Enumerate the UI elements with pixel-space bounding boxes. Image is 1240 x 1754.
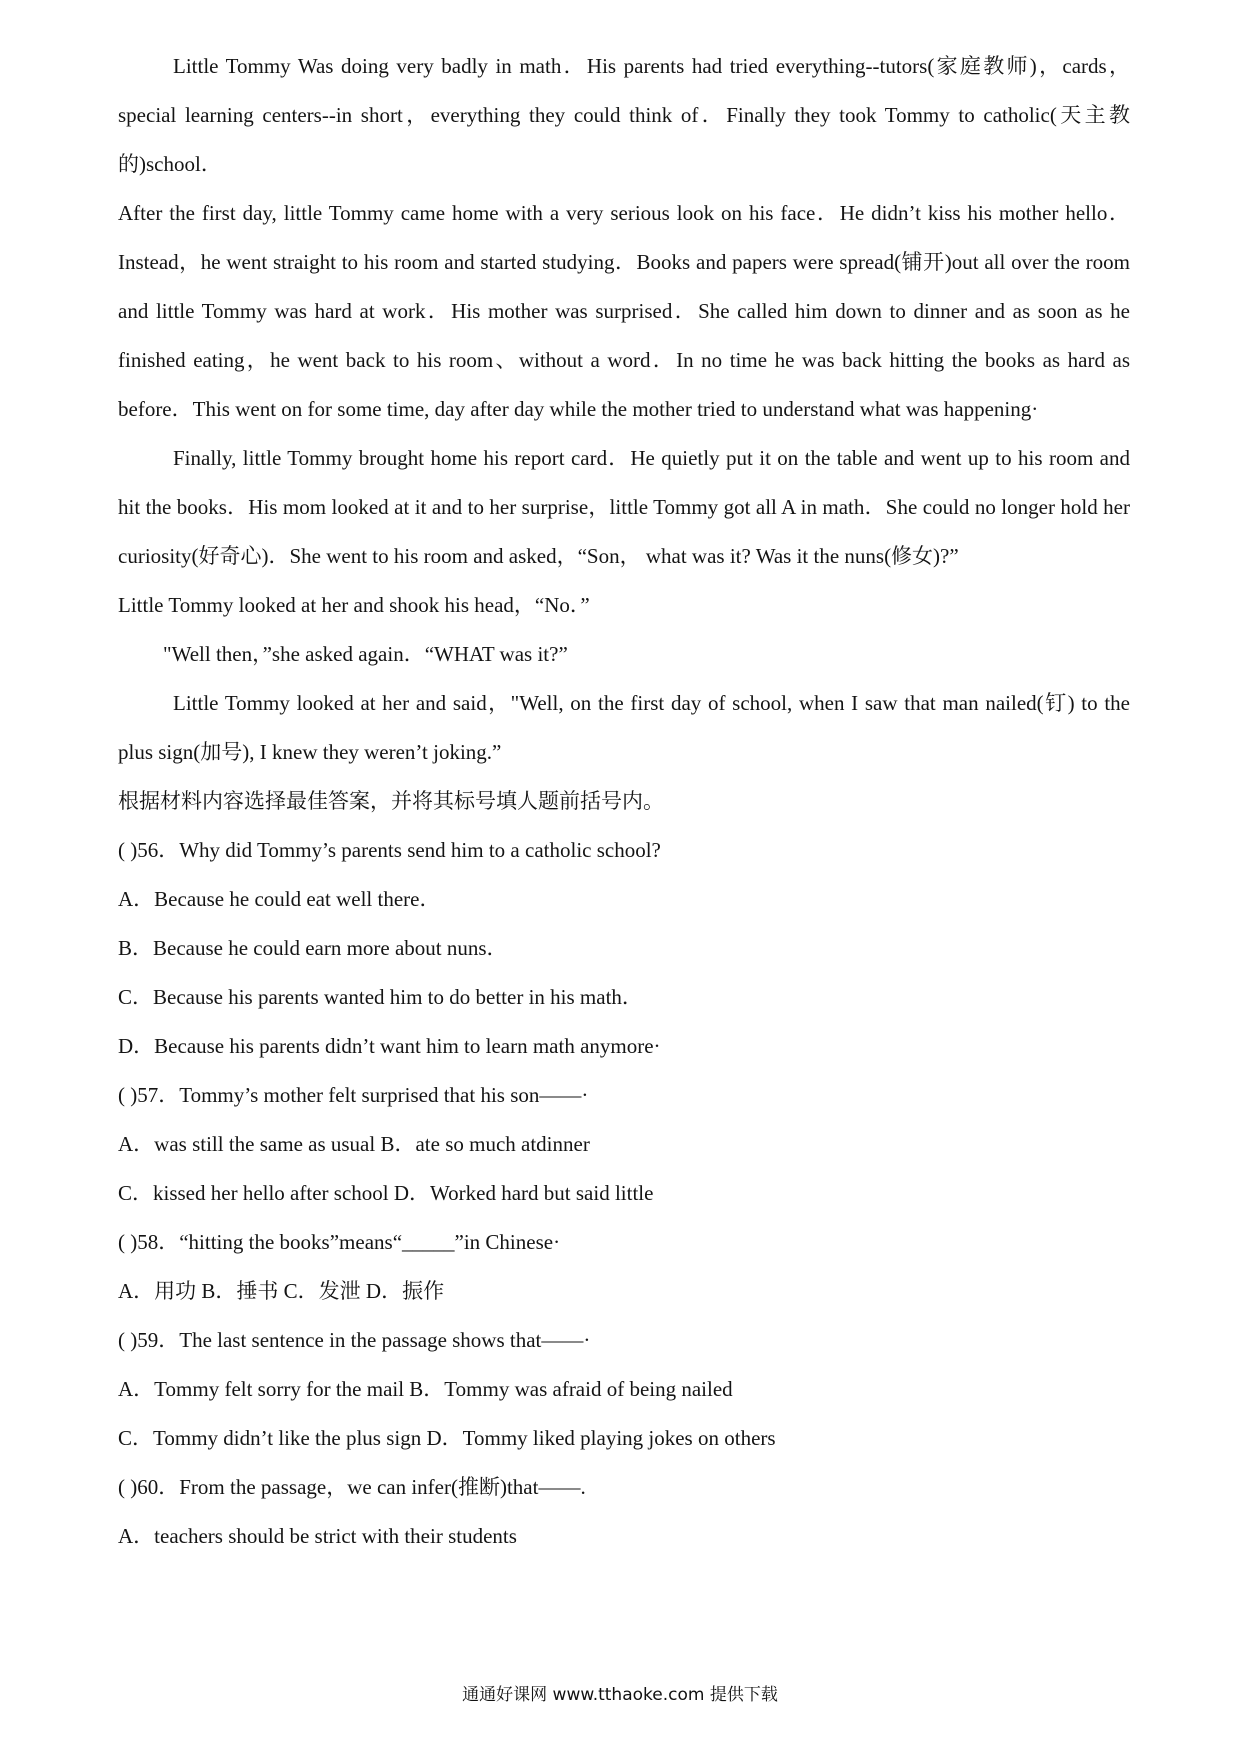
q56-option-a: A．Because he could eat well there． xyxy=(118,887,441,911)
question-59: ( )59．The last sentence in the passage shows that——· xyxy=(118,1328,591,1352)
q59-options-cd: C．Tommy didn’t like the plus sign D．Tommy liked playing jokes on others xyxy=(118,1426,776,1450)
document-body xyxy=(118,42,1130,1561)
instruction: 根据材料内容选择最佳答案，并将其标号填人题前括号内。 xyxy=(118,789,664,813)
question-56: ( )56．Why did Tommy’s parents send him to a catholic school? xyxy=(118,838,661,862)
q59-options-ab: A．Tommy felt sorry for the mail B．Tommy was afraid of being nailed xyxy=(118,1377,733,1401)
page-footer: 通通好课网 www.tthaoke.com 提供下载 xyxy=(462,1685,778,1705)
passage-paragraph-2: After the first day, little Tommy came home with a very serious look on his face．He didn’t kiss his mother hello．Instead，he went straight to his room and started studying．Books and papers were spread(铺开)out all over the room and little Tommy was hard at work．His mother was surprised．She called him down to dinner and as soon as he finished eating，he went back to his room、without a word．In no time he was back hitting the books as hard as before．This went on for some time, day after day while the mother tried to understand what was happening· xyxy=(118,201,1130,421)
q56-option-d: D．Because his parents didn’t want him to learn math anymore· xyxy=(118,1034,661,1058)
passage-paragraph-5: "Well then，”she asked again．“WHAT was it?” xyxy=(163,642,568,666)
q56-option-c: C．Because his parents wanted him to do better in his math． xyxy=(118,985,643,1009)
q60-option-a: A．teachers should be strict with their students xyxy=(118,1524,517,1548)
q57-options-cd: C．kissed her hello after school D．Worked hard but said little xyxy=(118,1181,654,1205)
q56-option-b: B．Because he could earn more about nuns． xyxy=(118,936,508,960)
q57-options-ab: A．was still the same as usual B．ate so much atdinner xyxy=(118,1132,590,1156)
question-58: ( )58．“hitting the books”means“_____”in Chinese· xyxy=(118,1230,561,1254)
q58-options: A．用功 B．捶书 C．发泄 D．振作 xyxy=(118,1279,445,1303)
passage-paragraph-1: Little Tommy Was doing very badly in math．His parents had tried everything--tutors(家庭教师)，cards，special learning centers--in short，everything they could think of．Finally they took Tommy to catholic(天主教的)school． xyxy=(118,54,1130,176)
passage-paragraph-6: Little Tommy looked at her and said，"Well, on the first day of school, when I saw that man nailed(钉) to the plus sign(加号), I knew they weren’t joking.” xyxy=(118,691,1130,764)
question-60: ( )60．From the passage，we can infer(推断)that——. xyxy=(118,1475,586,1499)
passage-paragraph-4: Little Tommy looked at her and shook his head，“No．” xyxy=(118,593,590,617)
passage-paragraph-3: Finally, little Tommy brought home his report card．He quietly put it on the table and went up to his room and hit the books．His mom looked at it and to her surprise，little Tommy got all A in math．She could no longer hold her curiosity(好奇心)．She went to his room and asked，“Son， what was it? Was it the nuns(修女)?” xyxy=(118,446,1130,568)
question-57: ( )57．Tommy’s mother felt surprised that his son——· xyxy=(118,1083,589,1107)
